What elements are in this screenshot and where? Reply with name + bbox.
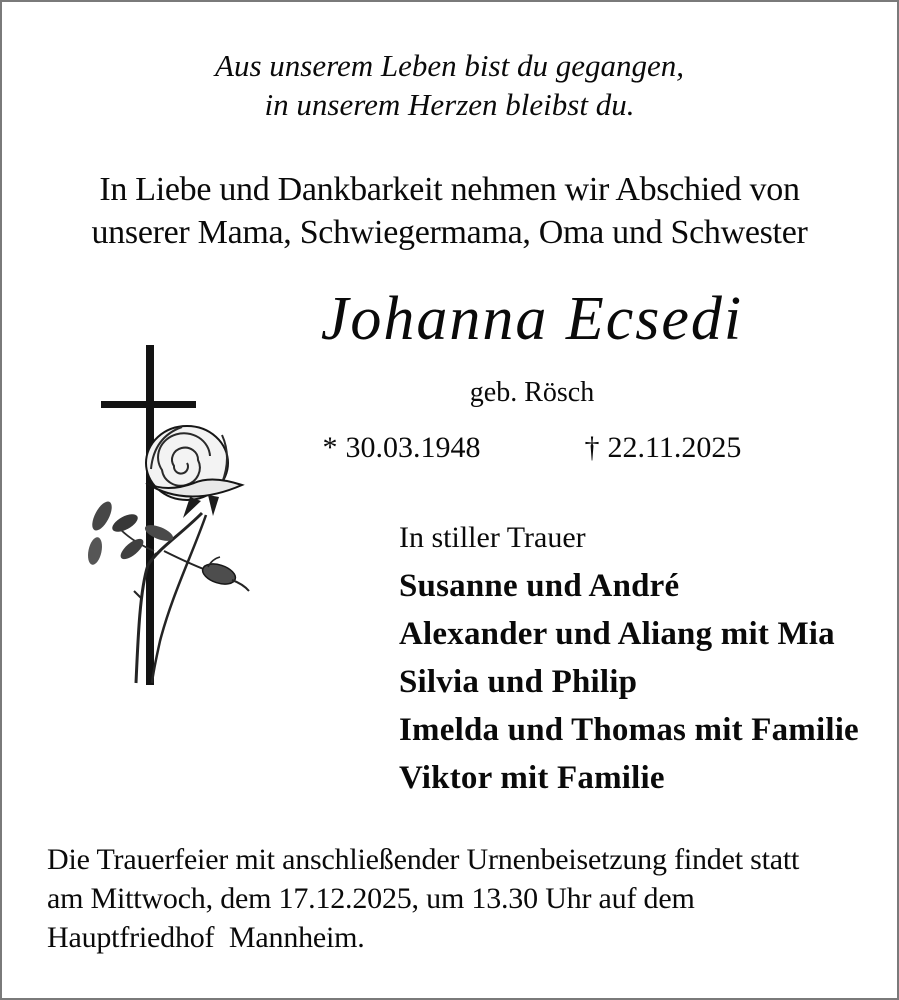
intro-line-2: unserer Mama, Schwiegermama, Oma und Schwester [91, 214, 808, 251]
death-date-value: 22.11.2025 [607, 431, 742, 464]
epitaph-line-2: in unserem Herzen bleibst du. [264, 87, 635, 122]
mourner-name: Susanne und André [399, 568, 680, 604]
mourner-name: Silvia und Philip [399, 664, 638, 700]
death-cross-icon: † [584, 431, 600, 464]
intro-line-1: In Liebe und Dankbarkeit nehmen wir Abschied von [99, 171, 800, 208]
maiden-name: geb. Rösch [469, 377, 595, 408]
intro-text [2, 168, 897, 254]
funeral-line-3: Hauptfriedhof Mannheim. [47, 921, 365, 954]
epitaph-verse [2, 46, 897, 124]
death-date [585, 429, 742, 467]
mourner-name: Alexander und Aliang mit Mia [399, 616, 835, 652]
birth-date [323, 429, 481, 467]
mourners-heading: In stiller Trauer [399, 521, 586, 554]
funeral-line-1: Die Trauerfeier mit anschließender Urnenbeisetzung findet statt [47, 843, 800, 876]
mourner-name: Viktor mit Familie [399, 760, 665, 796]
funeral-details [47, 840, 799, 957]
life-dates [162, 429, 899, 467]
funeral-line-2: am Mittwoch, dem 17.12.2025, um 13.30 Uhr auf dem [47, 882, 695, 915]
birth-date-value: 30.03.1948 [345, 431, 481, 464]
epitaph-line-1: Aus unserem Leben bist du gegangen, [215, 48, 684, 83]
deceased-name: Johanna Ecsedi [320, 285, 744, 353]
mourner-name: Imelda und Thomas mit Familie [399, 712, 859, 748]
mourners-section [399, 514, 859, 802]
birth-star-icon: * [322, 431, 338, 464]
